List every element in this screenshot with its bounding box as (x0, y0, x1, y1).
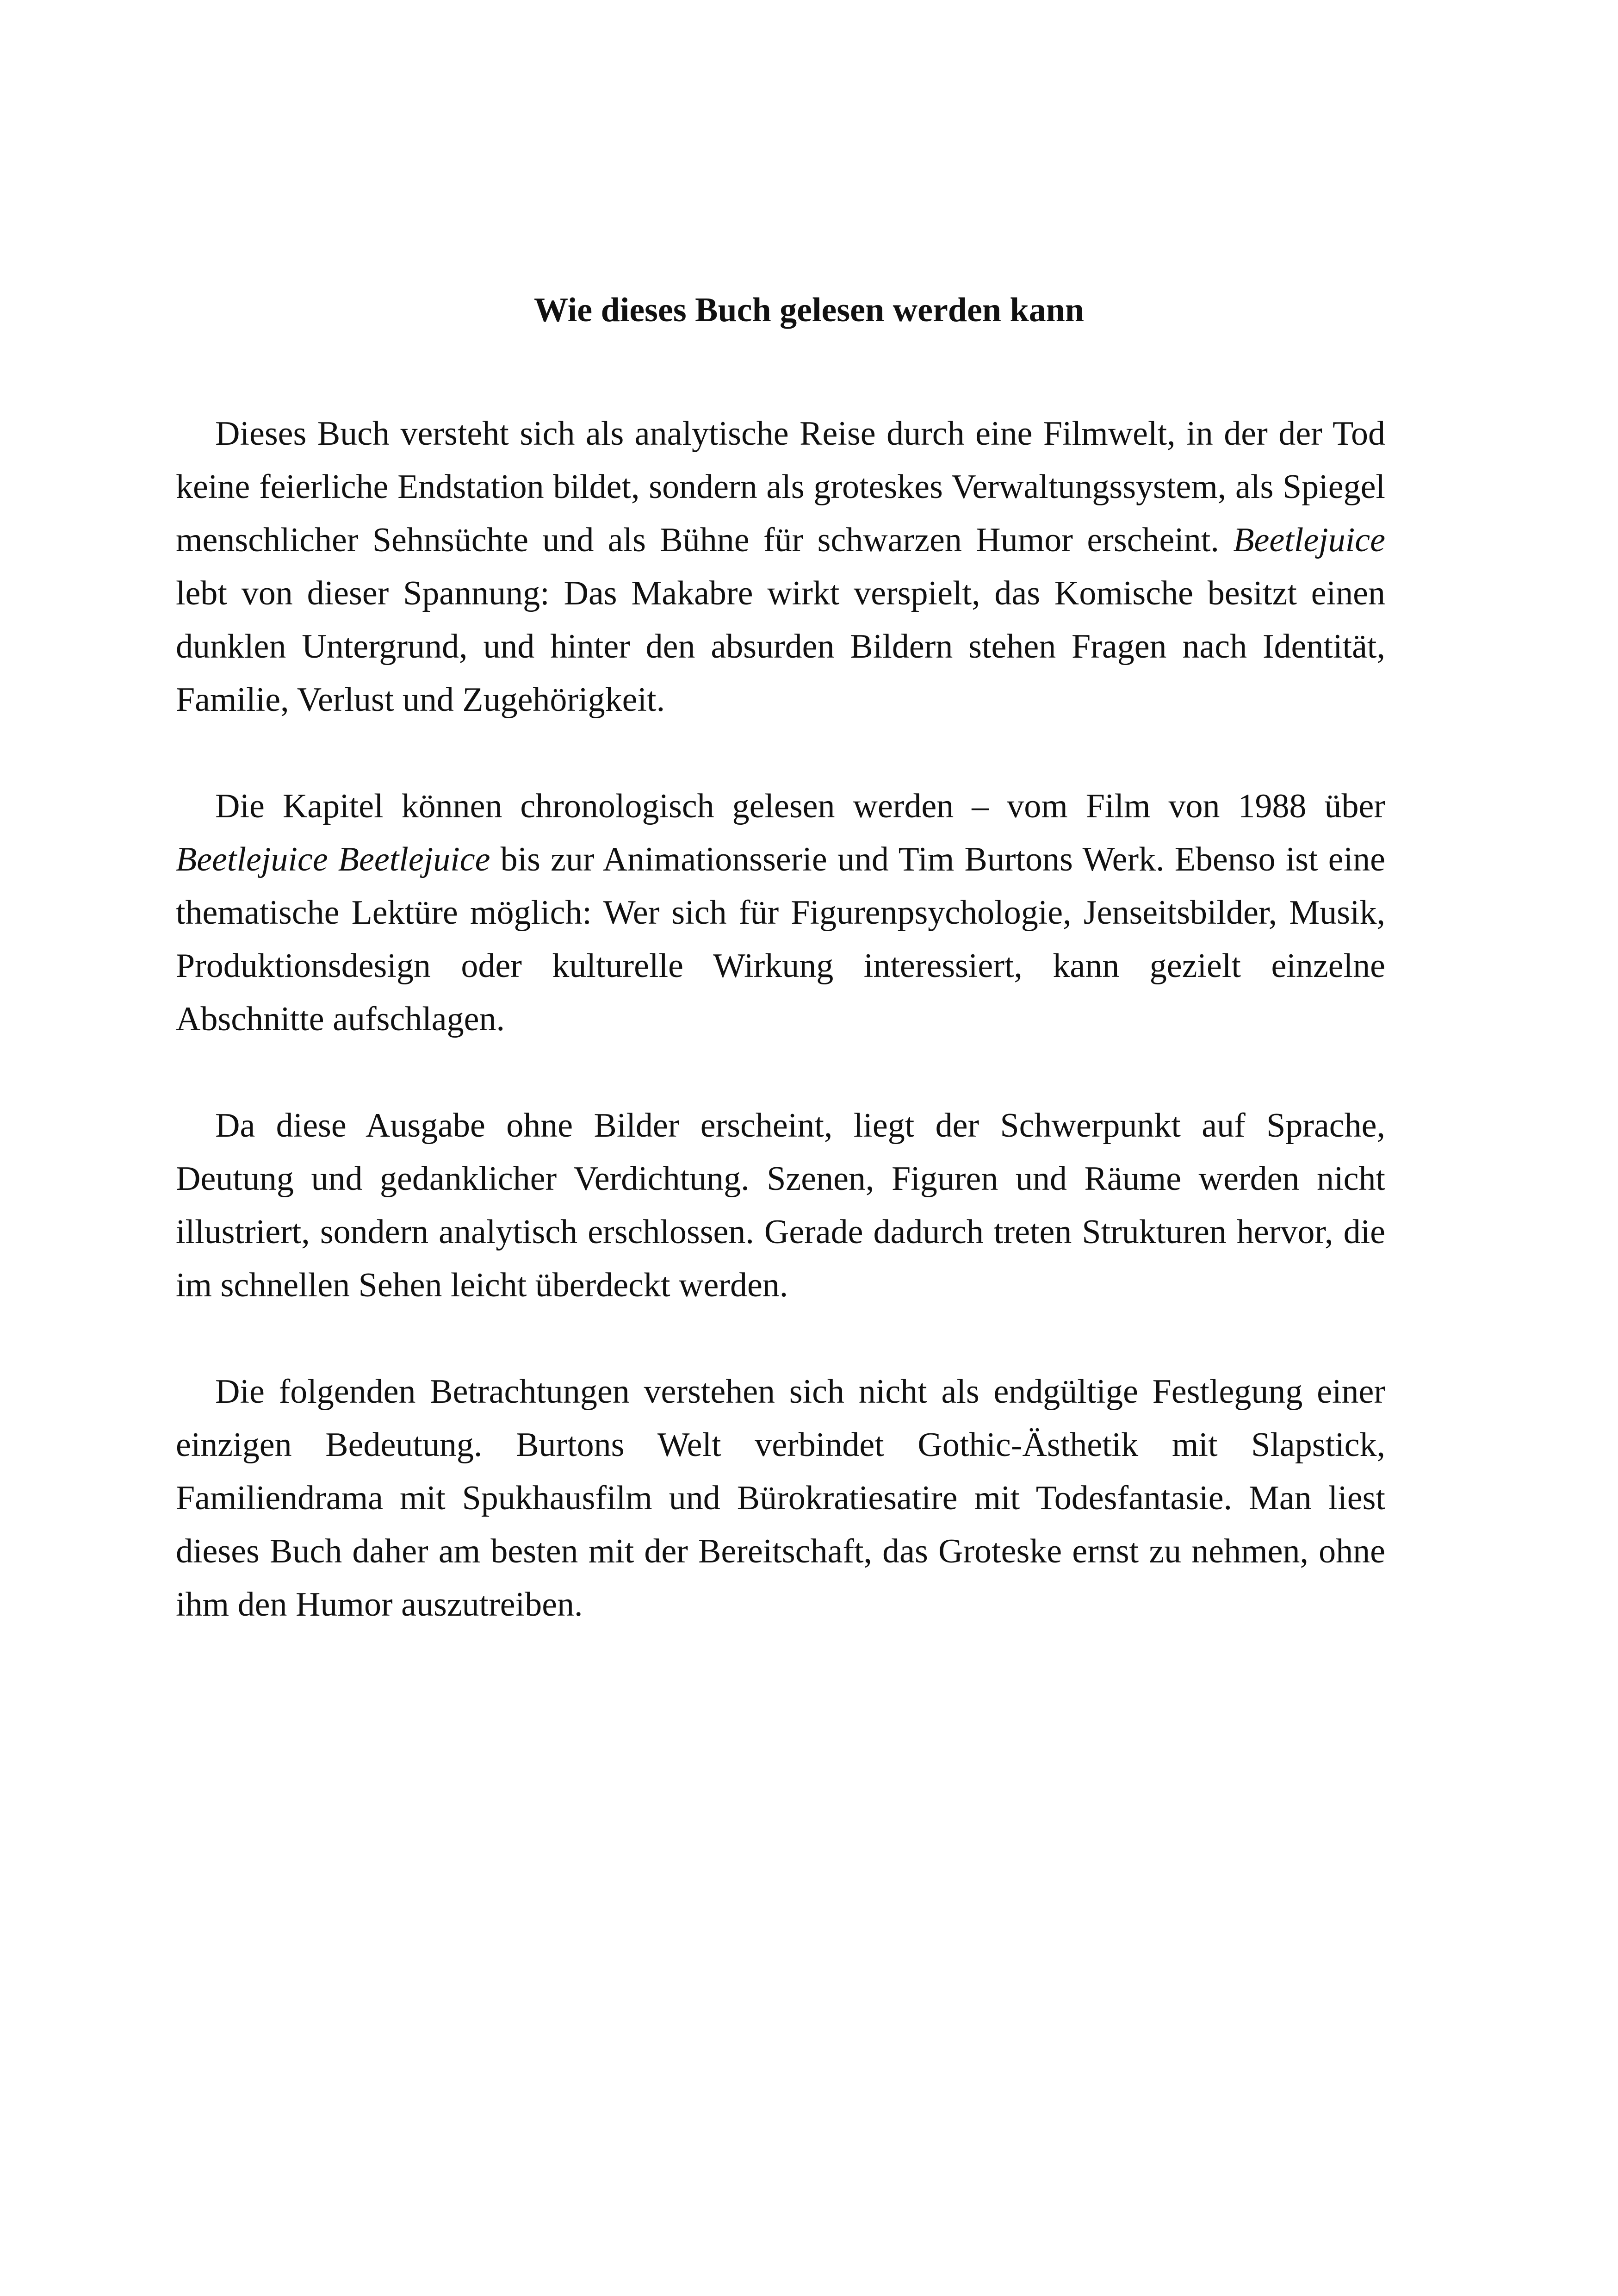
paragraph-1-text-b: lebt von dieser Spannung: Das Makabre wirkt verspielt, das Komische besitzt einen dunklen Untergrund, und hinter den absurden Bildern stehen Fragen nach Identität, Familie, Verlust und Zugehörigkeit. (176, 574, 1385, 719)
paragraph-3 (176, 1099, 1385, 1312)
paragraph-2 (176, 780, 1385, 1046)
paragraph-1-text-a: Dieses Buch versteht sich als analytische Reise durch eine Filmwelt, in der der Tod keine feierliche Endstation bildet, sondern als groteskes Verwaltungssystem, als Spiegel menschlicher Sehnsüchte und als Bühne für schwarzen Humor erscheint. (176, 415, 1385, 559)
paragraph-2-text-a: Die Kapitel können chronologisch gelesen werden – vom Film von 1988 über (215, 787, 1385, 825)
paragraph-2-text-b: bis zur Animationsserie und Tim Burtons Werk. Ebenso ist eine thematische Lektüre möglich: Wer sich für Figurenpsychologie, Jenseitsbilder, Musik, Produktionsdesign oder kulturelle Wirkung interessiert, kann gezielt einzelne Abschnitte aufschlagen. (176, 840, 1386, 1038)
paragraph-1 (176, 407, 1385, 727)
paragraph-1-film-title: Beetlejuice (1233, 521, 1385, 559)
page-title: Wie dieses Buch gelesen werden kann (534, 291, 1084, 329)
body-text (176, 407, 1385, 1685)
paragraph-3-text: Da diese Ausgabe ohne Bilder erscheint, liegt der Schwerpunkt auf Sprache, Deutung und gedanklicher Verdichtung. Szenen, Figuren und Räume werden nicht illustriert, sondern analytisch erschlossen. Gerade dadurch treten Strukturen hervor, die im schnellen Sehen leicht überdeckt werden. (176, 1107, 1385, 1304)
paragraph-4 (176, 1365, 1385, 1631)
paragraph-4-text: Die folgenden Betrachtungen verstehen sich nicht als endgültige Festlegung einer einzigen Bedeutung. Burtons Welt verbindet Gothic-Ästhetik mit Slapstick, Familiendrama mit Spukhausfilm und Bürokratiesatire mit Todesfantasie. Man liest dieses Buch daher am besten mit der Bereitschaft, das Groteske ernst zu nehmen, ohne ihm den Humor auszutreiben. (176, 1373, 1385, 1624)
paragraph-2-film-title: Beetlejuice Beetlejuice (176, 840, 490, 878)
